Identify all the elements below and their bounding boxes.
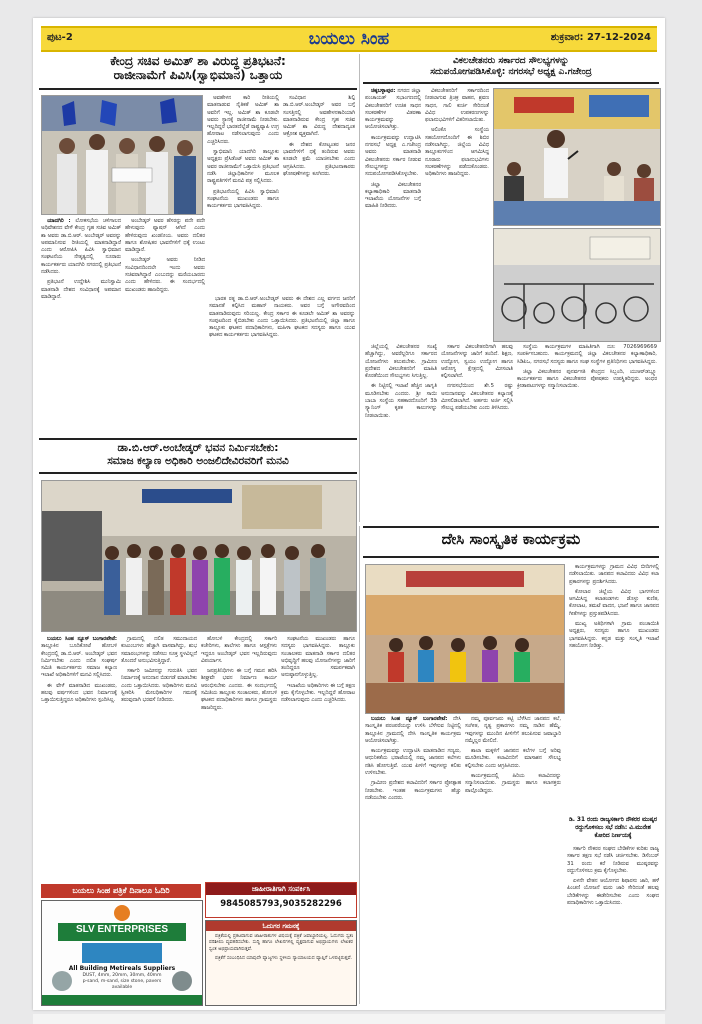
story1-headline xyxy=(39,54,357,83)
story2-headline xyxy=(363,56,659,78)
slv-name: SLV ENTERPRISES xyxy=(75,924,169,935)
story2-headline-line1: ವಿಕಲಚೇತನರು ಸರ್ಕಾರದ ಸೌಲಭ್ಯಗಳನ್ನು xyxy=(453,56,569,66)
story4-subheading xyxy=(567,816,659,840)
divider xyxy=(39,472,357,474)
story1-column-5: ಭಾರತ ರತ್ನ ಡಾ.ಬಿ.ಆರ್.ಅಂಬೇಡ್ಕರ್ ಅವರು ಈ ದೇಶದ ಎಲ್ಲ ವರ್ಗದ ಜನರಿಗೆ ಸಮಾನತೆ ಕಲ್ಪಿಸಿದ ಮಹಾನ್ ನಾಯಕರು. ಅವರ ಬಗ್ಗೆ ಅಗೌರವದಿಂದ ಮಾತನಾಡಿರುವುದು ಸರಿಯಲ್ಲ. ಕೇಂದ್ರ ಸರ್ಕಾರ ಈ ಕೂಡಲೇ ಅಮಿತ್ ಶಾ ಅವರನ್ನು ಸಂಪುಟದಿಂದ ಕೈಬಿಡಬೇಕು ಎಂದು ಒತ್ತಾಯಿಸಿದರು. ಪ್ರತಿಭಟನೆಯಲ್ಲಿ ಜಿಲ್ಲಾ ಹಾಗೂ ತಾಲ್ಲೂಕು ಘಟಕದ ಪದಾಧಿಕಾರಿಗಳು, ಮಹಿಳಾ ಘಟಕದ ಸದಸ್ಯರು ಹಾಗೂ ಯುವ ಘಟಕದ ಕಾರ್ಯಕರ್ತರು ಭಾಗವಹಿಸಿದ್ದರು. xyxy=(209,296,355,339)
story3-place: ಬಂಗಾರಪೇಟೆ: xyxy=(92,636,117,642)
story4-subheading-line2: ರದ್ದುಗೊಳಿಸಲು ಸಭೆ ನಡೆಸಿ: ವಿ.ಮುನೇಶ xyxy=(575,825,651,831)
date-label: ಶುಕ್ರವಾರ: 27-12-2024 xyxy=(550,32,651,43)
slv-items: DUST, 4mm, 20mm, 30mm, 40mm p-sand, m-sand, size stone, pavers available xyxy=(82,973,162,990)
paper-name: ಬಯಲು ಸಿಂಹ xyxy=(308,29,390,49)
story2-column-4: ಸರ್ಕಾರ ವಿಕಲಚೇತನರಿಗಾಗಿ ಹಲವು ಯೋಜನೆಗಳನ್ನು ಜಾರಿಗೆ ತಂದಿದೆ. ಶಿಕ್ಷಣ, ಉದ್ಯೋಗ, ಸ್ವಯಂ ಉದ್ಯೋಗ ಹಾಗೂ ಆರೋಗ್ಯ ಕ್ಷೇತ್ರದಲ್ಲಿ ಮೀಸಲಾತಿ ಕಲ್ಪಿಸಲಾಗಿದೆ. ನಗರಸಭೆಯಿಂದ ಶೇ.5 ರಷ್ಟು ಅನುದಾನವನ್ನು ವಿಕಲಚೇತನರ ಕಲ್ಯಾಣಕ್ಕೆ ಮೀಸಲಿಡಲಾಗಿದೆ. ಅರ್ಹರು ಅರ್ಜಿ ಸಲ್ಲಿಸಿ ಸೌಲಭ್ಯ ಪಡೆಯಬೇಕು ಎಂದು ತಿಳಿಸಿದರು. xyxy=(441,344,513,412)
story2-column-2: ವಿಕಲಚೇತನರಿಗೆ ಸರ್ಕಾರದಿಂದ ನೀಡಲಾಗುವ ತ್ರಿಚಕ್ರ ವಾಹನ, ಶ್ರವಣ ಸಾಧನ, ಗಾಲಿ ಕುರ್ಚಿ ಸೇರಿದಂತೆ ವಿವಿಧ ಉಪಕರಣಗಳನ್ನು ಫಲಾನುಭವಿಗಳಿಗೆ ವಿತರಿಸಲಾಯಿತು. ಅಲಿಂಕೊ ಸಂಸ್ಥೆಯ ಸಹಯೋಗದೊಂದಿಗೆ ಈ ಶಿಬಿರ ನಡೆಸಲಾಗಿದ್ದು, ಜಿಲ್ಲೆಯ ವಿವಿಧ ತಾಲ್ಲೂಕುಗಳಿಂದ ಆಗಮಿಸಿದ್ದ ನೂರಾರು ಫಲಾನುಭವಿಗಳು ಸಲಕರಣೆಗಳನ್ನು ಪಡೆದುಕೊಂಡರು. ಅಧಿಕಾರಿಗಳು ಹಾಜರಿದ್ದರು. xyxy=(425,88,489,178)
divider xyxy=(363,82,659,84)
story1-headline-line1: ಕೇಂದ್ರ ಸಚಿವ ಅಮಿತ್ ಶಾ ವಿರುದ್ಧ ಪ್ರತಿಭಟನೆ: xyxy=(110,54,286,68)
story4-column-2: ಬಯಲು ಸಿಂಹ ನ್ಯೂಸ್ ಬಂಗಾರಪೇಟೆ: ದೇಸಿ ಸಾಂಸ್ಕೃತಿಕ ಪರಂಪರೆಯನ್ನು ಉಳಿಸಿ ಬೆಳೆಸುವ ನಿಟ್ಟಿನಲ್ಲಿ ತಾಲ್ಲೂಕಿನ ಗ್ರಾಮದಲ್ಲಿ ದೇಸಿ ಸಾಂಸ್ಕೃತಿಕ ಕಾರ್ಯಕ್ರಮ ಆಯೋಜಿಸಲಾಗಿತ್ತು. ಕಾರ್ಯಕ್ರಮವನ್ನು ಉದ್ಘಾಟಿಸಿ ಮಾತನಾಡಿದ ಗಣ್ಯರು, ಆಧುನಿಕತೆಯ ಭರಾಟೆಯಲ್ಲಿ ನಮ್ಮ ಜಾನಪದ ಕಲೆಗಳು ನಶಿಸಿ ಹೋಗುತ್ತಿವೆ. ಯುವ ಪೀಳಿಗೆ ಇವುಗಳನ್ನು ಕಲಿತು ಉಳಿಸಬೇಕು. ಗ್ರಾಮೀಣ ಪ್ರದೇಶದ ಕಲಾವಿದರಿಗೆ ಸರ್ಕಾರ ಪ್ರೋತ್ಸಾಹ ನೀಡಬೇಕು. ಇಂತಹ ಕಾರ್ಯಕ್ರಮಗಳು ಹೆಚ್ಚು ನಡೆಯಬೇಕು ಎಂದರು. xyxy=(365,716,461,801)
divider xyxy=(39,438,357,440)
story4-photo xyxy=(365,564,565,714)
story2-column-5: ಸಂಸ್ಥೆಯ ಕಾರ್ಯಕ್ರಮಗಳ ಮಾಹಿತಿಗಾಗಿ ದೂ: 7026969669 ಸಂಪರ್ಕಿಸಬಹುದು. ಕಾರ್ಯಕ್ರಮದಲ್ಲಿ ಜಿಲ್ಲಾ ವಿಕಲಚೇತನರ ಕಲ್ಯಾಣಾಧಿಕಾರಿ, ಸಿಡಿಪಿಒ, ನಗರಸಭೆ ಸದಸ್ಯರು ಹಾಗೂ ಸಂಘ ಸಂಸ್ಥೆಗಳ ಪ್ರತಿನಿಧಿಗಳು ಭಾಗವಹಿಸಿದ್ದರು. ಜಿಲ್ಲಾ ವಿಕಲಚೇತನರ ಪುನರ್ವಸತಿ ಕೇಂದ್ರದ ಸಿಬ್ಬಂದಿ, ಯುಆರ್‌ಡಬ್ಲ್ಯೂ ಕಾರ್ಯಕರ್ತರು ಹಾಗೂ ವಿಕಲಚೇತನರ ಪೋಷಕರು ಉಪಸ್ಥಿತರಿದ್ದರು. ಅಂಧರ ಕ್ರೀಡಾಪಟುಗಳನ್ನು ಸನ್ಮಾನಿಸಲಾಯಿತು. xyxy=(517,344,657,390)
story1-place: ಯಾದಗಿರಿ : xyxy=(47,218,71,224)
story1-column-1: ಅವಹೇಳನ ಕಾರಿ ರೀತಿಯಲ್ಲಿ ಮಾತನಾಡುವ ನೈತಿಕತೆ ಅಮಿತ್ ಶಾ ಅವರಿಗೆ ಇಲ್ಲ. ಅಮಿತ್ ಶಾ ಕೂಡಲೇ ಅವರು ಸ್ಥಾನಕ್ಕೆ ರಾಜೀನಾಮೆ ನೀಡಬೇಕು. ಇಲ್ಲದಿದ್ದರೆ ಭಾರತದೆಲ್ಲೆಡೆ ರಾಷ್ಟ್ರವ್ಯಾಪಿ ಉಗ್ರ ಹೋರಾಟ ನಡೆಸಲಾಗುವುದು ಎಂದು ಎಚ್ಚರಿಸಿದರು. ಸ್ವಾಭಿಮಾನಿ ಯಾದಗಿರಿ ತಾಲ್ಲೂಕು ಅಧ್ಯಕ್ಷರು ಪ್ರೆಸಿಡೆಂಟ್ ಅವರು ಅಮಿತ್ ಶಾ ಅವರ ರಾಜೀನಾಮೆಗೆ ಒತ್ತಾಯಿಸಿ ಪ್ರತಿಭಟನೆ ನಡೆಸಿ ಜಿಲ್ಲಾಧಿಕಾರಿಗಳ ಮೂಲಕ ರಾಷ್ಟ್ರಪತಿಗಳಿಗೆ ಮನವಿ ಪತ್ರ ಸಲ್ಲಿಸಿದರು. ಪ್ರತಿಭಟನೆಯಲ್ಲಿ ಪಿವಿಸಿ ಸ್ವಾಭಿಮಾನಿ ಸಂಘಟನೆಯ ಮುಖಂಡರು ಹಾಗೂ ಕಾರ್ಯಕರ್ತರು ಭಾಗವಹಿಸಿದ್ದರು. xyxy=(207,95,279,210)
story3-column-1: ಬಯಲು ಸಿಂಹ ನ್ಯೂಸ್ ಬಂಗಾರಪೇಟೆ: ತಾಲ್ಲೂಕಿನ ಬೂದಿಕೋಟೆ ಹೋಬಳಿ ಕೇಂದ್ರದಲ್ಲಿ ಡಾ.ಬಿ.ಆರ್. ಅಂಬೇಡ್ಕರ್ ಭವನ ನಿರ್ಮಿಸಬೇಕು ಎಂದು ದಲಿತ ಸಂಘರ್ಷ ಸಮಿತಿ ಕಾರ್ಯಕರ್ತರು ಸಮಾಜ ಕಲ್ಯಾಣ ಇಲಾಖೆ ಅಧಿಕಾರಿಗಳಿಗೆ ಮನವಿ ಸಲ್ಲಿಸಿದರು. ಈ ವೇಳೆ ಮಾತನಾಡಿದ ಮುಖಂಡರು, ಹಲವು ವರ್ಷಗಳಿಂದ ಭವನ ನಿರ್ಮಾಣಕ್ಕೆ ಒತ್ತಾಯಿಸುತ್ತಿದ್ದರೂ ಅಧಿಕಾರಿಗಳು ಸ್ಪಂದಿಸಿಲ್ಲ. xyxy=(41,636,117,704)
notice-body: ಪತ್ರಿಕೆಯಲ್ಲಿ ಪ್ರಕಟವಾಗುವ ಜಾಹೀರಾತುಗಳ ವಿಷಯಕ್ಕೆ ಪತ್ರಿಕೆ ಜವಾಬ್ದಾರಿಯಲ್ಲ. ಓದುಗರು ಸ್ವತಃ ಪರಿಶೀಲಿಸಿ ವ್ಯವಹರಿಸಬೇಕು. ಸುದ್ದಿ ಹಾಗೂ ಲೇಖನಗಳಲ್ಲಿ ವ್ಯಕ್ತವಾಗುವ ಅಭಿಪ್ರಾಯಗಳು ಲೇಖಕರ ಸ್ವಂತ ಅಭಿಪ್ರಾಯವಾಗಿರುತ್ತವೆ. ಪತ್ರಿಕೆಗೆ ಸಂಬಂಧಿಸಿದ ಯಾವುದೇ ವ್ಯಾಜ್ಯಗಳು ಸ್ಥಳೀಯ ನ್ಯಾಯಾಲಯದ ವ್ಯಾಪ್ತಿಗೆ ಒಳಪಟ್ಟಿರುತ್ತವೆ. xyxy=(209,934,353,962)
story2-column-3: ಜಿಲ್ಲೆಯಲ್ಲಿ ವಿಕಲಚೇತನರ ಸಂಖ್ಯೆ ಹೆಚ್ಚಾಗಿದ್ದು, ಅವರೆಲ್ಲರಿಗೂ ಸರ್ಕಾರದ ಯೋಜನೆಗಳು ತಲುಪಬೇಕು. ಗ್ರಾಮೀಣ ಪ್ರದೇಶದ ವಿಕಲಚೇತನರಿಗೆ ಮಾಹಿತಿ ಕೊರತೆಯಿಂದ ಸೌಲಭ್ಯಗಳು ಸಿಗುತ್ತಿಲ್ಲ. ಈ ನಿಟ್ಟಿನಲ್ಲಿ ಇಲಾಖೆ ಹೆಚ್ಚಿನ ಜಾಗೃತಿ ಮೂಡಿಸಬೇಕು ಎಂದರು. ಶ್ರೀ ಸಾಯಿ ಬಾಬಾ ಸಂಸ್ಥೆಯ ಸಹಕಾರದೊಂದಿಗೆ 3ಡಿ ಸ್ಕ್ಯಾನಿಂಗ್ ಕೃತಕ ಕಾಲುಗಳನ್ನು ನೀಡಲಾಯಿತು. xyxy=(365,344,437,419)
story1-headline-line2: ರಾಜೀನಾಮೆಗೆ ಪಿವಿಸಿ(ಸ್ವಾಭಿಮಾನ) ಒತ್ತಾಯ xyxy=(113,68,283,83)
readers-notice xyxy=(205,920,357,1006)
story4-dateline: ಬಯಲು ಸಿಂಹ ನ್ಯೂಸ್ xyxy=(371,716,418,722)
story3-headline-line1: ಡಾ.ಬಿ.ಆರ್.ಅಂಬೇಡ್ಕರ್ ಭವನ ನಿರ್ಮಿಸಬೇಕು: xyxy=(117,442,279,454)
story2-phone: 7026969669 xyxy=(623,344,657,350)
story2-photo-speaker xyxy=(493,88,661,226)
story4-headline: ದೇಸಿ ಸಾಂಸ್ಕೃತಿಕ ಕಾರ್ಯಕ್ರಮ xyxy=(441,530,581,548)
page-footer-strip xyxy=(33,1014,665,1024)
subscription-band: ಬಯಲು ಸಿಂಹ ಪತ್ರಿಕೆ ದಿನಾಲೂ ಓದಿರಿ xyxy=(41,884,201,898)
column-divider xyxy=(359,526,360,1004)
contact-title: ಜಾಹೀರಾತಿಗಾಗಿ ಸಂಪರ್ಕಿಸಿ xyxy=(206,883,356,895)
contact-ad xyxy=(205,882,357,918)
story2-place: ಚಿಕ್ಕಬಳ್ಳಾಪುರ: xyxy=(371,88,396,94)
story4-column-1: ಕಾರ್ಯಕ್ರಮಗಳನ್ನು ಗ್ರಾಮದ ವಿವಿಧ ಬೀದಿಗಳಲ್ಲಿ ನಡೆಸಲಾಯಿತು. ಜಾನಪದ ಕಲಾವಿದರು ವಿವಿಧ ಕಲಾ ಪ್ರಕಾರಗಳನ್ನು ಪ್ರದರ್ಶಿಸಿದರು. ಕೋಲಾರ ಜಿಲ್ಲೆಯ ವಿವಿಧ ಭಾಗಗಳಿಂದ ಆಗಮಿಸಿದ್ದ ಕಲಾತಂಡಗಳು ಡೊಳ್ಳು ಕುಣಿತ, ಕೋಲಾಟ, ತಮಟೆ ವಾದನ, ಭಜನೆ ಹಾಗೂ ಜಾನಪದ ಗೀತೆಗಳನ್ನು ಪ್ರಸ್ತುತಪಡಿಸಿದರು. ಮುಖ್ಯ ಅತಿಥಿಗಳಾಗಿ ಗ್ರಾಮ ಪಂಚಾಯಿತಿ ಅಧ್ಯಕ್ಷರು, ಸದಸ್ಯರು ಹಾಗೂ ಮುಖಂಡರು ಭಾಗವಹಿಸಿದ್ದರು. ಕನ್ನಡ ಮತ್ತು ಸಂಸ್ಕೃತಿ ಇಲಾಖೆ ಸಹಯೋಗ ನೀಡಿತ್ತು. xyxy=(569,564,659,649)
story2-headline-line2: ಸದುಪಯೋಗಪಡಿಸಿಕೊಳ್ಳಿ: ನಗರಸಭೆ ಅಧ್ಯಕ್ಷ ಎ.ಗಜೇಂದ್ರ xyxy=(430,66,592,77)
story3-dateline: ಬಯಲು ಸಿಂಹ ನ್ಯೂಸ್ xyxy=(47,636,90,642)
story3-headline xyxy=(39,442,357,467)
story4-place: ಬಂಗಾರಪೇಟೆ: xyxy=(423,716,448,722)
story1-photo xyxy=(41,95,203,215)
story4-column-4: ಸರ್ಕಾರಿ ನೌಕರರ ಸಂಘದ ಬೇಡಿಕೆಗಳ ಕುರಿತು ರಾಜ್ಯ ಸರ್ಕಾರ ತಕ್ಷಣ ಸಭೆ ನಡೆಸಿ ಚರ್ಚಿಸಬೇಕು. ಡಿಸೆಂಬರ್ 31 ರಂದು ಕರೆ ನೀಡಿರುವ ಮುಷ್ಕರವನ್ನು ರದ್ದುಗೊಳಿಸಲು ಕ್ರಮ ಕೈಗೊಳ್ಳಬೇಕು. ಏಳನೇ ವೇತನ ಆಯೋಗದ ಶಿಫಾರಸು ಜಾರಿ, ಹಳೆ ಪಿಂಚಣಿ ಯೋಜನೆ ಮರು ಜಾರಿ ಸೇರಿದಂತೆ ಹಲವು ಬೇಡಿಕೆಗಳನ್ನು ಈಡೇರಿಸಬೇಕು ಎಂದು ಸಂಘದ ಪದಾಧಿಕಾರಿಗಳು ಒತ್ತಾಯಿಸಿದರು. xyxy=(567,846,659,907)
story1-column-2: ಸಂವಿಧಾನ ಶಿಲ್ಪಿ ಡಾ.ಬಿ.ಆರ್.ಅಂಬೇಡ್ಕರ್ ಅವರ ಬಗ್ಗೆ ಸಂಸತ್ತಿನಲ್ಲಿ ಅವಹೇಳನಕಾರಿಯಾಗಿ ಮಾತನಾಡಿರುವ ಕೇಂದ್ರ ಗೃಹ ಸಚಿವ ಅಮಿತ್ ಶಾ ವಿರುದ್ಧ ದೇಶದಾದ್ಯಂತ ಆಕ್ರೋಶ ವ್ಯಕ್ತವಾಗಿದೆ. ಈ ದೇಶದ ಕೋಟ್ಯಂತರ ಜನರ ಭಾವನೆಗಳಿಗೆ ಧಕ್ಕೆ ತಂದಿರುವ ಅವರು ಕೂಡಲೇ ಕ್ಷಮೆ ಯಾಚಿಸಬೇಕು ಎಂದು ಆಗ್ರಹಿಸಿದರು. ಪ್ರತಿಭಟನಾಕಾರರು ಘೋಷಣೆಗಳನ್ನು ಕೂಗಿದರು. xyxy=(283,95,355,177)
divider xyxy=(39,88,357,90)
story2-photo-equipment xyxy=(493,228,661,342)
notice-title: ಓದುಗರ ಗಮನಕ್ಕೆ xyxy=(206,921,356,931)
story3-column-4: ಸಂಘಟನೆಯ ಮುಖಂಡರು ಹಾಗೂ ಸದಸ್ಯರು ಭಾಗವಹಿಸಿದ್ದರು. ತಾಲ್ಲೂಕು ಸಂಚಾಲಕರು ಮಾತನಾಡಿ ಸರ್ಕಾರ ದಲಿತರ ಅಭಿವೃದ್ಧಿಗೆ ಹಲವು ಯೋಜನೆಗಳನ್ನು ಜಾರಿಗೆ ತಂದಿದ್ದರೂ ಸಮರ್ಪಕವಾಗಿ ಅನುಷ್ಠಾನಗೊಳ್ಳುತ್ತಿಲ್ಲ. ಇಲಾಖೆಯ ಅಧಿಕಾರಿಗಳು ಈ ಬಗ್ಗೆ ತಕ್ಷಣ ಕ್ರಮ ಕೈಗೊಳ್ಳಬೇಕು. ಇಲ್ಲದಿದ್ದರೆ ಹೋರಾಟ ನಡೆಸಲಾಗುವುದು ಎಂದು ಎಚ್ಚರಿಸಿದರು. xyxy=(281,636,355,704)
story3-headline-line2: ಸಮಾಜ ಕಲ್ಯಾಣ ಅಧಿಕಾರಿ ಅಂಜಲಿದೇವಿರವರಿಗೆ ಮನವಿ xyxy=(107,454,289,467)
story1-column-4: ಅಂಬೇಡ್ಕರ್ ಅವರ ಹೆಸರನ್ನು ಪದೇ ಪದೇ ಹೇಳುವುದು ಫ್ಯಾಷನ್ ಆಗಿದೆ ಎಂದು ಹೇಳಿರುವುದು ಖಂಡನೀಯ. ಅವರು ದಲಿತರ ಹಾಗೂ ಶೋಷಿತರ ಭಾವನೆಗಳಿಗೆ ಧಕ್ಕೆ ಉಂಟು ಮಾಡಿದ್ದಾರೆ. ಅಂಬೇಡ್ಕರ್ ಅವರು ನೀಡಿದ ಸಂವಿಧಾನದಿಂದಲೇ ಇಂದು ಅವರು ಸಚಿವರಾಗಿದ್ದಾರೆ ಎಂಬುದನ್ನು ಮರೆಯಬಾರದು ಎಂದು ಹೇಳಿದರು. ಈ ಸಂದರ್ಭದಲ್ಲಿ ಮುಖಂಡರು ಹಾಜರಿದ್ದರು. xyxy=(125,218,205,293)
story4-subheading-line1: ಡಿ. 31 ರಂದು ರಾಜ್ಯಸರ್ಕಾರಿ ನೌಕರರ ಮುಷ್ಕರ xyxy=(569,817,657,823)
story2-column-1: ಚಿಕ್ಕಬಳ್ಳಾಪುರ: ನಗರದ ಜಿಲ್ಲಾ ಪಂಚಾಯತ್ ಸಭಾಂಗಣದಲ್ಲಿ ವಿಕಲಚೇತನರಿಗೆ ಉಚಿತ ಸಾಧನ ಸಲಕರಣೆಗಳ ವಿತರಣಾ ಕಾರ್ಯಕ್ರಮವನ್ನು ಆಯೋಜಿಸಲಾಗಿತ್ತು. ಕಾರ್ಯಕ್ರಮವನ್ನು ಉದ್ಘಾಟಿಸಿ ನಗರಸಭೆ ಅಧ್ಯಕ್ಷ ಎ.ಗಜೇಂದ್ರ ಅವರು ಮಾತನಾಡಿ ವಿಕಲಚೇತನರು ಸರ್ಕಾರ ನೀಡುವ ಸೌಲಭ್ಯಗಳನ್ನು ಸದುಪಯೋಗಪಡಿಸಿಕೊಳ್ಳಬೇಕು. ಜಿಲ್ಲಾ ವಿಕಲಚೇತನರ ಕಲ್ಯಾಣಾಧಿಕಾರಿ ಮಾತನಾಡಿ ಇಲಾಖೆಯ ಯೋಜನೆಗಳ ಬಗ್ಗೆ ಮಾಹಿತಿ ನೀಡಿದರು. xyxy=(365,88,421,210)
divider xyxy=(363,526,659,528)
story4-column-3: ನಮ್ಮ ಪೂರ್ವಜರು ಕಟ್ಟಿ ಬೆಳೆಸಿದ ಜಾನಪದ ಕಲೆ, ಸಂಗೀತ, ನೃತ್ಯ ಪ್ರಕಾರಗಳು ನಮ್ಮ ನಾಡಿನ ಹೆಮ್ಮೆ. ಇವುಗಳನ್ನು ಮುಂದಿನ ಪೀಳಿಗೆಗೆ ತಲುಪಿಸುವ ಜವಾಬ್ದಾರಿ ನಮ್ಮೆಲ್ಲರ ಮೇಲಿದೆ. ಶಾಲಾ ಮಕ್ಕಳಿಗೆ ಜಾನಪದ ಕಲೆಗಳ ಬಗ್ಗೆ ಅರಿವು ಮೂಡಿಸಬೇಕು. ಕಲಾವಿದರಿಗೆ ಮಾಸಾಶನ ಸೌಲಭ್ಯ ಕಲ್ಪಿಸಬೇಕು ಎಂದು ಆಗ್ರಹಿಸಿದರು. ಕಾರ್ಯಕ್ರಮದಲ್ಲಿ ಹಿರಿಯ ಕಲಾವಿದರನ್ನು ಸನ್ಮಾನಿಸಲಾಯಿತು. ಗ್ರಾಮಸ್ಥರು ಹಾಗೂ ಕಲಾಸಕ್ತರು ಪಾಲ್ಗೊಂಡಿದ್ದರು. xyxy=(465,716,561,794)
divider xyxy=(363,556,659,558)
slv-enterprises-ad xyxy=(41,900,203,1006)
story3-column-3: ಹೋಬಳಿ ಕೇಂದ್ರದಲ್ಲಿ ಸರ್ಕಾರಿ ಕಚೇರಿಗಳು, ಶಾಲೆಗಳು ಹಾಗೂ ಆಸ್ಪತ್ರೆಗಳು ಇದ್ದರೂ ಅಂಬೇಡ್ಕರ್ ಭವನ ಇಲ್ಲದಿರುವುದು ವಿಪರ್ಯಾಸ. ಜನಪ್ರತಿನಿಧಿಗಳು ಈ ಬಗ್ಗೆ ಗಮನ ಹರಿಸಿ ಶೀಘ್ರವೇ ಭವನ ನಿರ್ಮಾಣ ಕಾರ್ಯ ಆರಂಭಿಸಬೇಕು ಎಂದರು. ಈ ಸಂದರ್ಭದಲ್ಲಿ ಸಮಿತಿಯ ತಾಲ್ಲೂಕು ಸಂಚಾಲಕರು, ಹೋಬಳಿ ಘಟಕದ ಪದಾಧಿಕಾರಿಗಳು ಹಾಗೂ ಗ್ರಾಮಸ್ಥರು ಹಾಜರಿದ್ದರು. xyxy=(201,636,277,711)
story4-subheading-line3: ಕೋರಿದ ನಿರ್ಣಯಕ್ಕೆ xyxy=(594,833,632,839)
page-label: ಪುಟ-2 xyxy=(47,32,73,43)
slv-tagline: All Building Metireals Suppliers xyxy=(68,965,176,972)
contact-phones: 9845085793,9035282296 xyxy=(220,899,342,909)
om-logo-icon xyxy=(114,905,130,921)
story3-photo xyxy=(41,480,357,632)
masthead xyxy=(41,26,657,52)
column-divider xyxy=(359,54,360,522)
story3-column-2: ಗ್ರಾಮದಲ್ಲಿ ದಲಿತ ಸಮುದಾಯದ ಕುಟುಂಬಗಳು ಹೆಚ್ಚಾಗಿ ವಾಸವಾಗಿದ್ದು, ಶುಭ ಸಮಾರಂಭಗಳನ್ನು ನಡೆಸಲು ಸೂಕ್ತ ಸ್ಥಳವಿಲ್ಲದೆ ತೊಂದರೆ ಅನುಭವಿಸುತ್ತಿದ್ದಾರೆ. ಸರ್ಕಾರಿ ಜಮೀನನ್ನು ಗುರುತಿಸಿ ಭವನ ನಿರ್ಮಾಣಕ್ಕೆ ಅನುದಾನ ಬಿಡುಗಡೆ ಮಾಡಬೇಕು ಎಂದು ಒತ್ತಾಯಿಸಿದರು. ಅಧಿಕಾರಿಗಳು ಮನವಿ ಸ್ವೀಕರಿಸಿ ಮೇಲಧಿಕಾರಿಗಳ ಗಮನಕ್ಕೆ ತರುವುದಾಗಿ ಭರವಸೆ ನೀಡಿದರು. xyxy=(121,636,197,704)
newspaper-page xyxy=(33,18,665,1010)
story1-column-3: ಯಾದಗಿರಿ : ಲೋಕಸಭೆಯ ಚಳಿಗಾಲದ ಅಧಿವೇಶನದ ವೇಳೆ ಕೇಂದ್ರ ಗೃಹ ಸಚಿವ ಅಮಿತ್ ಶಾ ಅವರು ಡಾ.ಬಿ.ಆರ್. ಅಂಬೇಡ್ಕರ್ ಅವರನ್ನು ಅಪಮಾನಿಸುವ ರೀತಿಯಲ್ಲಿ ಮಾತನಾಡಿದ್ದಾರೆ ಎಂದು ಆರೋಪಿಸಿ ಪಿವಿಸಿ ಸ್ವಾಭಿಮಾನ ಸಂಘಟನೆಯ ನೇತೃತ್ವದಲ್ಲಿ ನೂರಾರು ಕಾರ್ಯಕರ್ತರು ಯಾದಗಿರಿ ನಗರದಲ್ಲಿ ಪ್ರತಿಭಟನೆ ನಡೆಸಿದರು. ಪ್ರತಿಭಟನೆ ಉದ್ದೇಶಿಸಿ ಮುನಿಸ್ವಾಮಿ ಮಾತನಾಡಿ ದೇಶದ ಸಂವಿಧಾನಕ್ಕೆ ಅಪಮಾನ ಮಾಡಿದ್ದಾರೆ. xyxy=(41,218,121,300)
